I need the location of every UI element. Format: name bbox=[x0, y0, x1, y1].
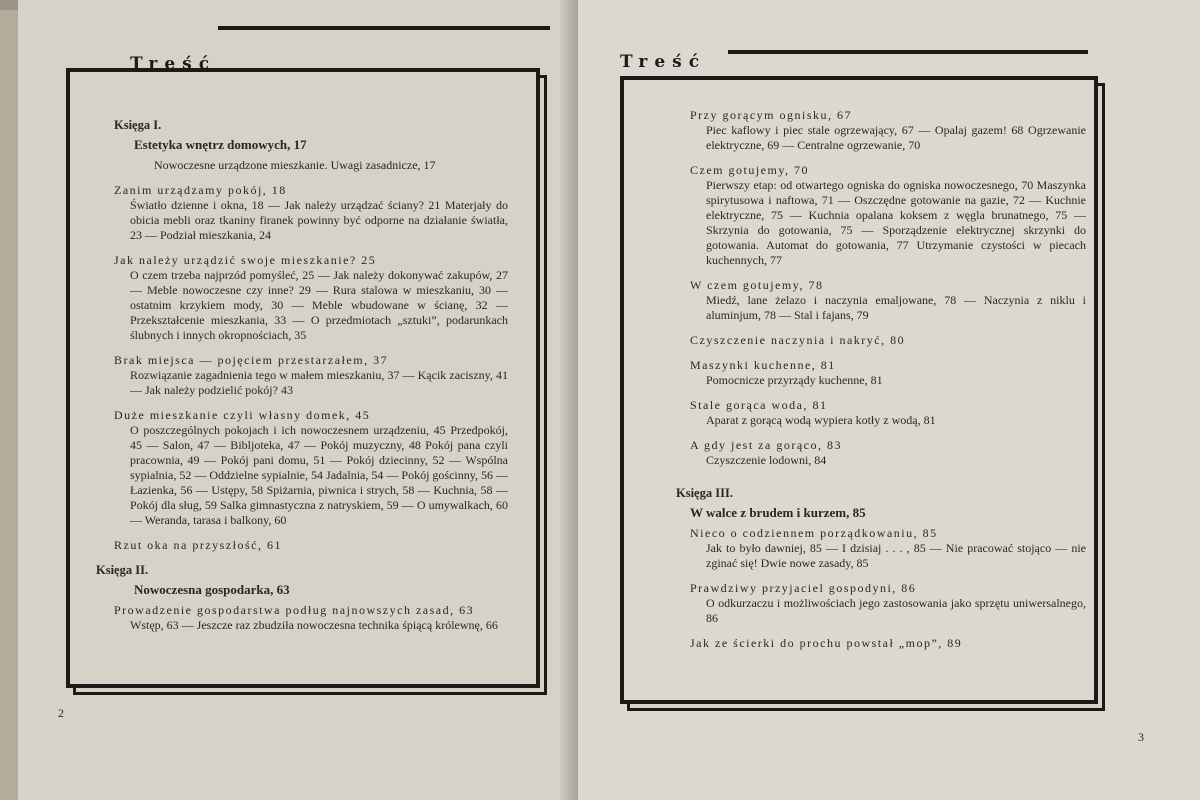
left-toc bbox=[96, 108, 508, 643]
toc-entry bbox=[114, 353, 508, 398]
toc-entry-title: Maszynki kuchenne, 81 bbox=[690, 358, 836, 372]
left-page bbox=[18, 0, 574, 800]
book1-label: Księga I. bbox=[114, 118, 162, 132]
toc-entry-title: W czem gotujemy, 78 bbox=[690, 278, 824, 292]
toc-entry-desc: Wstęp, 63 — Jeszcze raz zbudziła nowoczesna technika śpiącą królewnę, 66 bbox=[130, 618, 498, 632]
toc-entry-title: Czyszczenie naczynia i nakryć, 80 bbox=[690, 333, 906, 347]
toc-entry bbox=[114, 183, 508, 243]
toc-entry-title: Rzut oka na przyszłość, 61 bbox=[114, 538, 282, 552]
toc-entry-title: Prowadzenie gospodarstwa podług najnowszych zasad, 63 bbox=[114, 603, 475, 617]
left-frame-tab bbox=[218, 26, 550, 48]
right-toc bbox=[676, 108, 1086, 661]
toc-entry-desc: Pomocnicze przyrządy kuchenne, 81 bbox=[706, 373, 883, 387]
toc-entry bbox=[114, 603, 508, 633]
right-page bbox=[578, 0, 1200, 800]
toc-entry-desc: Aparat z gorącą wodą wypiera kotły z wodą, 81 bbox=[706, 413, 936, 427]
toc-entry-title: Przy gorącym ognisku, 67 bbox=[690, 108, 852, 122]
toc-entry-desc: Nowoczesne urządzone mieszkanie. Uwagi zasadnicze, 17 bbox=[154, 158, 436, 172]
right-contents-heading: Treść bbox=[620, 52, 707, 72]
right-frame-tab bbox=[728, 50, 1088, 72]
toc-entry bbox=[690, 333, 1086, 348]
toc-entry-title: Prawdziwy przyjaciel gospodyni, 86 bbox=[690, 581, 917, 595]
toc-entry-title: Brak miejsca — pojęciem przestarzałem, 37 bbox=[114, 353, 389, 367]
toc-entry bbox=[690, 358, 1086, 388]
toc-entry-desc: O poszczególnych pokojach i ich nowoczesnem urządzeniu, 45 Przedpokój, 45 — Salon, 47 — Bibljoteka, 47 — Pokój muzyczny, 48 Pokój pana czyli pracownia, 49 — Pokój pani domu, 51 — Pokój dziecinny, 52 — Wspólna sypialnia, 52 — Oddzielne sypialnie, 54 Jadalnia, 54 — Pokój gościnny, 56 — Łazienka, 56 — Ustępy, 58 Spiżarnia, piwnica i strych, 58 — Kuchnia, 58 — Pokój dla sług, 59 Salka gimnastyczna z natryskiem, 59 — O umywalkach, 60 — Weranda, tarasa i balkony, 60 bbox=[130, 423, 508, 527]
toc-entry-desc: O odkurzaczu i możliwościach jego zastosowania jako sprzętu uniwersalnego, 86 bbox=[706, 596, 1086, 625]
toc-entry bbox=[114, 408, 508, 528]
left-page-number: 2 bbox=[58, 706, 64, 720]
toc-entry bbox=[114, 253, 508, 343]
toc-entry-title: Jak ze ścierki do prochu powstał „mop”, 89 bbox=[690, 636, 963, 650]
toc-entry bbox=[114, 158, 508, 173]
toc-entry-desc: Miedź, lane żelazo i naczynia emaljowane, 78 — Naczynia z niklu i aluminjum, 78 — Stal i fajans, 79 bbox=[706, 293, 1086, 322]
toc-entry bbox=[690, 398, 1086, 428]
left-contents-heading: Treść bbox=[130, 54, 217, 74]
toc-entry bbox=[114, 538, 508, 553]
toc-entry-desc: Piec kaflowy i piec stale ogrzewający, 67 — Opalaj gazem! 68 Ogrzewanie elektryczne, 69 — Centralne ogrzewanie, 70 bbox=[706, 123, 1086, 152]
toc-entry-title: Nieco o codziennem porządkowaniu, 85 bbox=[690, 526, 938, 540]
toc-entry-title: Duże mieszkanie czyli własny domek, 45 bbox=[114, 408, 371, 422]
book3-label: Księga III. bbox=[676, 486, 733, 500]
toc-entry-desc: Jak to było dawniej, 85 — I dzisiaj . . . , 85 — Nie pracować stojąco — nie zginać się! Dwie nowe zasady, 85 bbox=[706, 541, 1086, 570]
book3-title: W walce z brudem i kurzem, 85 bbox=[690, 505, 866, 520]
toc-entry-title: Stale gorąca woda, 81 bbox=[690, 398, 828, 412]
toc-entry-title: Czem gotujemy, 70 bbox=[690, 163, 810, 177]
right-page-number: 3 bbox=[1138, 730, 1144, 744]
toc-entry bbox=[690, 636, 1086, 651]
toc-entry bbox=[690, 526, 1086, 571]
toc-entry bbox=[690, 581, 1086, 626]
toc-entry-desc: Rozwiązanie zagadnienia tego w małem mieszkaniu, 37 — Kącik zaciszny, 41 — Jak należy podzielić pokój? 43 bbox=[130, 368, 508, 397]
toc-entry-title: Zanim urządzamy pokój, 18 bbox=[114, 183, 287, 197]
book2-title: Nowoczesna gospodarka, 63 bbox=[134, 582, 290, 597]
toc-entry-desc: Światło dzienne i okna, 18 — Jak należy urządzać ściany? 21 Materjały do obicia mebli oraz tkaniny firanek powinny być odporne na działanie światła, 23 — Podział mieszkania, 24 bbox=[130, 198, 508, 242]
toc-entry-title: Jak należy urządzić swoje mieszkanie? 25 bbox=[114, 253, 377, 267]
toc-entry bbox=[690, 108, 1086, 153]
book2-label: Księga II. bbox=[96, 563, 149, 577]
book1-title: Estetyka wnętrz domowych, 17 bbox=[134, 137, 307, 152]
toc-entry-desc: O czem trzeba najprzód pomyśleć, 25 — Jak należy dokonywać zakupów, 27 — Meble nowoczesne czy inne? 29 — Rura stalowa w mieszkaniu, 30 — ostatnim krzykiem mody, 30 — Meble wbudowane w ścianę, 32 — Przekształcenie mieszkania, 33 — O przedmiotach „sztuki”, podarunkach ślubnych i innych okropnościach, 35 bbox=[130, 268, 508, 342]
toc-entry-title: A gdy jest za gorąco, 83 bbox=[690, 438, 842, 452]
toc-entry bbox=[690, 163, 1086, 268]
toc-entry bbox=[690, 278, 1086, 323]
toc-entry-desc: Czyszczenie lodowni, 84 bbox=[706, 453, 827, 467]
toc-entry bbox=[690, 438, 1086, 468]
toc-entry-desc: Pierwszy etap: od otwartego ogniska do ogniska nowoczesnego, 70 Maszynka spirytusowa i naftowa, 71 — Oszczędne gotowanie na gazie, 72 — Kuchnie elektryczne, 75 — Kuchnia opalana koksem z węgla brunatnego, 75 — Skrzynia do gotowania, 75 — Sporządzenie elektrycznej skrzynki do gotowania. Automat do gotowania, 77 Utrzymanie czystości w piecach kuchennych, 77 bbox=[706, 178, 1086, 267]
